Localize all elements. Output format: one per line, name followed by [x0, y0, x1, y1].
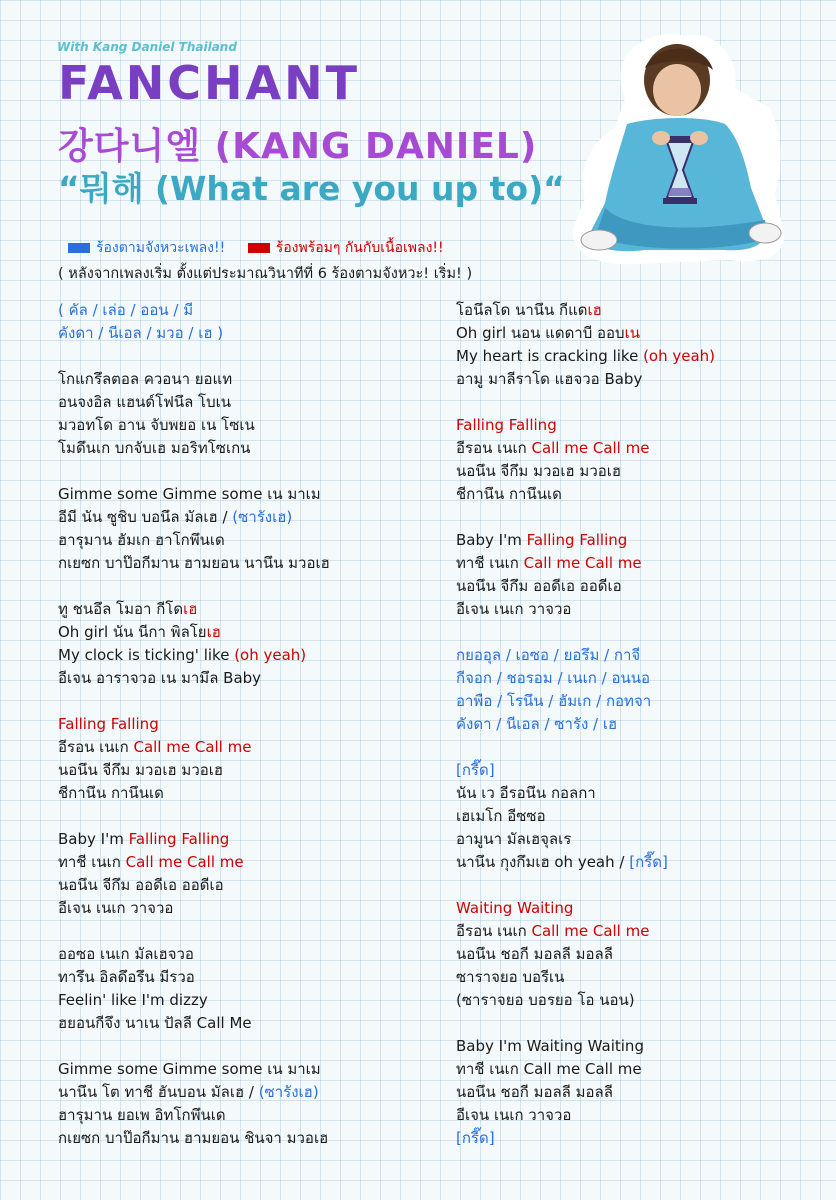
- lyric-segment: Call me Call me: [531, 439, 650, 457]
- lyric-line: [456, 1081, 836, 1104]
- lyric-segment: อีมี นัน ซูชิบ บอนึล มัลเฮ /: [58, 508, 233, 526]
- lyric-line: [456, 1127, 836, 1150]
- lyric-line: [456, 828, 836, 851]
- credit: With Kang Daniel Thailand: [57, 40, 237, 54]
- lyric-segment: ฮารุมาน ยอเพ อิทโกพึนเด: [58, 1106, 226, 1124]
- lyric-segment: [กรี๊ด]: [456, 1129, 495, 1147]
- lyric-segment: ทาชี เนเก: [456, 554, 524, 572]
- lyric-line: [58, 1012, 438, 1035]
- lyric-segment: เฮเมโก อีซซอ: [456, 807, 546, 825]
- lyric-line: [456, 966, 836, 989]
- lyric-segment: Waiting Waiting: [456, 899, 574, 917]
- lyric-segment: Feelin' like I'm dizzy: [58, 991, 208, 1009]
- lyric-line: [58, 437, 438, 460]
- lyrics-column-right: [456, 299, 836, 1173]
- lyric-segment: ฮยอนกีจึง นาเน ปัลลี Call Me: [58, 1014, 252, 1032]
- lyric-stanza: [456, 299, 836, 391]
- lyric-stanza: [58, 368, 438, 460]
- artist-photo: [565, 28, 790, 268]
- lyric-segment: นัน เว อีรอนึน กอลกา: [456, 784, 596, 802]
- lyric-line: [58, 828, 438, 851]
- lyric-stanza: [58, 713, 438, 805]
- lyric-line: [456, 713, 836, 736]
- lyric-line: [456, 1035, 836, 1058]
- lyric-line: [456, 1104, 836, 1127]
- lyric-segment: ชีกานึน กานึนเด: [456, 485, 562, 503]
- lyric-line: [456, 667, 836, 690]
- lyric-stanza: [58, 828, 438, 920]
- lyric-line: [58, 598, 438, 621]
- lyric-segment: นอนึน ชอกี มอลลี มอลลี: [456, 945, 613, 963]
- lyric-segment: นอนึน จีกึม มวอเฮ มวอเฮ: [456, 462, 622, 480]
- lyric-segment: นอนึน ชอกี มอลลี มอลลี: [456, 1083, 613, 1101]
- lyric-stanza: [456, 414, 836, 506]
- lyric-stanza: [58, 299, 438, 345]
- lyric-line: [456, 322, 836, 345]
- lyric-segment: คังดา / นีเอล / มวอ / เฮ ): [58, 324, 224, 342]
- lyric-segment: อีเจน เนเก วาจวอ: [456, 600, 572, 618]
- lyric-line: [58, 1104, 438, 1127]
- lyric-line: [456, 529, 836, 552]
- lyric-segment: Baby I'm: [58, 830, 129, 848]
- lyric-stanza: [456, 1035, 836, 1150]
- lyric-line: [456, 989, 836, 1012]
- lyric-segment: Call me Call me: [531, 922, 650, 940]
- lyric-segment: ทาชี เนเก: [58, 853, 126, 871]
- lyrics-column-left: [58, 299, 438, 1173]
- lyric-segment: กยออุล / เอซอ / ยอรึม / กาจี: [456, 646, 641, 664]
- lyric-segment: Call me Call me: [133, 738, 252, 756]
- lyric-segment: นานึน กุงกึมเฮ oh yeah /: [456, 853, 630, 871]
- lyric-segment: เฮ: [183, 600, 198, 618]
- lyric-segment: อีเจน เนเก วาจวอ: [58, 899, 174, 917]
- lyric-line: [58, 322, 438, 345]
- lyric-line: [456, 299, 836, 322]
- lyric-segment: Baby I'm: [456, 531, 527, 549]
- lyric-segment: กเยซก บาป๊อกีมาน ฮามยอน ชินจา มวอเฮ: [58, 1129, 329, 1147]
- lyric-line: [58, 621, 438, 644]
- title-artist: 강다니엘 (KANG DANIEL): [58, 126, 538, 167]
- lyric-line: [456, 851, 836, 874]
- lyric-line: [58, 759, 438, 782]
- lyric-segment: Call me Call me: [523, 554, 642, 572]
- lyric-stanza: [58, 1058, 438, 1150]
- lyric-line: [58, 483, 438, 506]
- lyric-line: [456, 598, 836, 621]
- lyric-line: [456, 805, 836, 828]
- lyric-stanza: [456, 897, 836, 1012]
- lyric-line: [58, 391, 438, 414]
- lyric-segment: Call me Call me: [125, 853, 244, 871]
- lyric-line: [456, 759, 836, 782]
- lyric-line: [58, 368, 438, 391]
- lyric-segment: โมดึนเก บกจับเฮ มอริทโซเกน: [58, 439, 251, 457]
- lyric-stanza: [58, 483, 438, 575]
- title-fanchant: FANCHANT: [58, 56, 360, 110]
- lyric-line: [456, 437, 836, 460]
- legend: [68, 237, 444, 259]
- lyric-line: [456, 552, 836, 575]
- lyric-segment: Baby I'm Waiting Waiting: [456, 1037, 644, 1055]
- lyric-segment: ทู ชนอึล โมอา กีโด: [58, 600, 184, 618]
- lyric-segment: อีรอน เนเก: [456, 922, 532, 940]
- lyric-segment: อนจงอิล แฮนด์โฟนึล โบเน: [58, 393, 232, 411]
- lyric-segment: อามู มาลีราโด แฮจวอ Baby: [456, 370, 643, 388]
- lyric-stanza: [456, 759, 836, 874]
- lyric-segment: อีเจน เนเก วาจวอ: [456, 1106, 572, 1124]
- legend-red-swatch: [248, 243, 270, 253]
- lyric-line: [456, 345, 836, 368]
- lyric-segment: คังดา / นีเอล / ซารัง / เฮ: [456, 715, 618, 733]
- lyric-line: [58, 1127, 438, 1150]
- lyric-segment: (ซาราจยอ บอรยอ โอ นอน): [456, 991, 635, 1009]
- lyric-line: [58, 989, 438, 1012]
- lyric-segment: โอนึลโด นานึน กีแด: [456, 301, 588, 319]
- lyric-line: [456, 414, 836, 437]
- lyric-line: [58, 897, 438, 920]
- lyric-line: [58, 943, 438, 966]
- lyric-line: [456, 460, 836, 483]
- lyric-line: [456, 1058, 836, 1081]
- lyric-segment: อามูนา มัลเฮจุลเร: [456, 830, 572, 848]
- lyric-segment: กีจอก / ชอรอม / เนเก / อนนอ: [456, 669, 650, 687]
- lyric-segment: ซาราจยอ บอรีเน: [456, 968, 565, 986]
- lyric-stanza: [456, 529, 836, 621]
- title-song: “뭐해 (What are you up to)“: [58, 169, 565, 208]
- lyric-line: [456, 575, 836, 598]
- lyric-line: [456, 897, 836, 920]
- lyric-segment: Gimme some Gimme some เน มาเม: [58, 1060, 321, 1078]
- lyric-segment: ( คัล / เล่อ / ออน / มี: [58, 301, 194, 319]
- lyric-line: [58, 299, 438, 322]
- lyric-line: [58, 667, 438, 690]
- lyric-segment: (ซารังเฮ): [232, 508, 293, 526]
- lyric-segment: เฮ: [206, 623, 221, 641]
- lyric-segment: นอนึน จีกึม ออดีเอ ออดีเอ: [58, 876, 224, 894]
- lyric-segment: Falling Falling: [128, 830, 230, 848]
- lyric-segment: [กรี๊ด]: [629, 853, 668, 871]
- lyric-segment: My heart is cracking like: [456, 347, 644, 365]
- lyric-line: [58, 851, 438, 874]
- lyric-line: [58, 736, 438, 759]
- lyric-segment: โกแกรึลตอล ควอนา ยอแท: [58, 370, 233, 388]
- lyric-line: [58, 414, 438, 437]
- lyric-segment: Oh girl นัน นีกา พิลโย: [58, 623, 207, 641]
- lyric-line: [58, 1081, 438, 1104]
- lyric-segment: (oh yeah): [234, 646, 307, 664]
- lyric-segment: Falling Falling: [58, 715, 159, 733]
- lyric-line: [456, 920, 836, 943]
- lyric-segment: ทารึน อิลดึอรึน มีรวอ: [58, 968, 195, 986]
- lyric-segment: ออซอ เนเก มัลเฮจวอ: [58, 945, 194, 963]
- lyric-line: [58, 782, 438, 805]
- lyric-line: [456, 644, 836, 667]
- lyric-stanza: [58, 598, 438, 690]
- lyric-segment: Falling Falling: [456, 416, 557, 434]
- lyric-stanza: [456, 644, 836, 736]
- lyric-segment: เฮ: [587, 301, 602, 319]
- lyric-line: [456, 368, 836, 391]
- lyric-line: [58, 713, 438, 736]
- lyric-line: [58, 874, 438, 897]
- legend-red-label: ร้องพร้อมๆ กันกับเนื้อเพลง!!: [275, 240, 444, 256]
- lyric-segment: Gimme some Gimme some เน มาเม: [58, 485, 321, 503]
- lyric-segment: ฮารุมาน ฮัมเก ฮาโกพึนเด: [58, 531, 225, 549]
- lyric-line: [58, 552, 438, 575]
- lyric-segment: อาพือ / โรนึน / ฮัมเก / กอทจา: [456, 692, 652, 710]
- lyric-segment: ชีกานึน กานึนเด: [58, 784, 164, 802]
- lyric-segment: อีเจน อาราจวอ เน มามึล Baby: [58, 669, 262, 687]
- lyric-line: [456, 483, 836, 506]
- lyric-segment: อีรอน เนเก: [456, 439, 532, 457]
- lyric-segment: อีรอน เนเก: [58, 738, 134, 756]
- lyric-segment: (oh yeah): [643, 347, 716, 365]
- lyric-line: [58, 966, 438, 989]
- lyric-segment: กเยซก บาป๊อกีมาน ฮามยอน นานึน มวอเฮ: [58, 554, 330, 572]
- lyric-line: [58, 1058, 438, 1081]
- lyric-segment: นอนึน จีกึม ออดีเอ ออดีเอ: [456, 577, 622, 595]
- lyric-line: [456, 690, 836, 713]
- lyric-stanza: [58, 943, 438, 1035]
- lyric-segment: นอนึน จีกึม มวอเฮ มวอเฮ: [58, 761, 224, 779]
- lyric-segment: ทาชี เนเก Call me Call me: [456, 1060, 642, 1078]
- legend-blue-label: ร้องตามจังหวะเพลง!!: [96, 240, 226, 256]
- lyric-segment: Falling Falling: [526, 531, 628, 549]
- lyric-segment: (ซารังเฮ): [258, 1083, 319, 1101]
- lyric-segment: Oh girl นอน แดดาบี ออบ: [456, 324, 625, 342]
- legend-blue-swatch: [68, 243, 90, 253]
- lyric-segment: นานึน โต ทาชี ฮันบอน มัลเฮ /: [58, 1083, 259, 1101]
- lyric-line: [456, 943, 836, 966]
- lyric-line: [58, 506, 438, 529]
- lyric-segment: เน: [624, 324, 640, 342]
- lyric-segment: มวอทโด อาน จับพยอ เน โซเน: [58, 416, 255, 434]
- lyric-line: [58, 529, 438, 552]
- lyric-line: [58, 644, 438, 667]
- start-note: ( หลังจากเพลงเริ่ม ตั้งแต่ประมาณวินาทีที่ 6 ร้องตามจังหวะ! เริ่ม! ): [58, 266, 473, 282]
- lyric-segment: [กรี๊ด]: [456, 761, 495, 779]
- lyric-segment: My clock is ticking' like: [58, 646, 235, 664]
- lyric-line: [456, 782, 836, 805]
